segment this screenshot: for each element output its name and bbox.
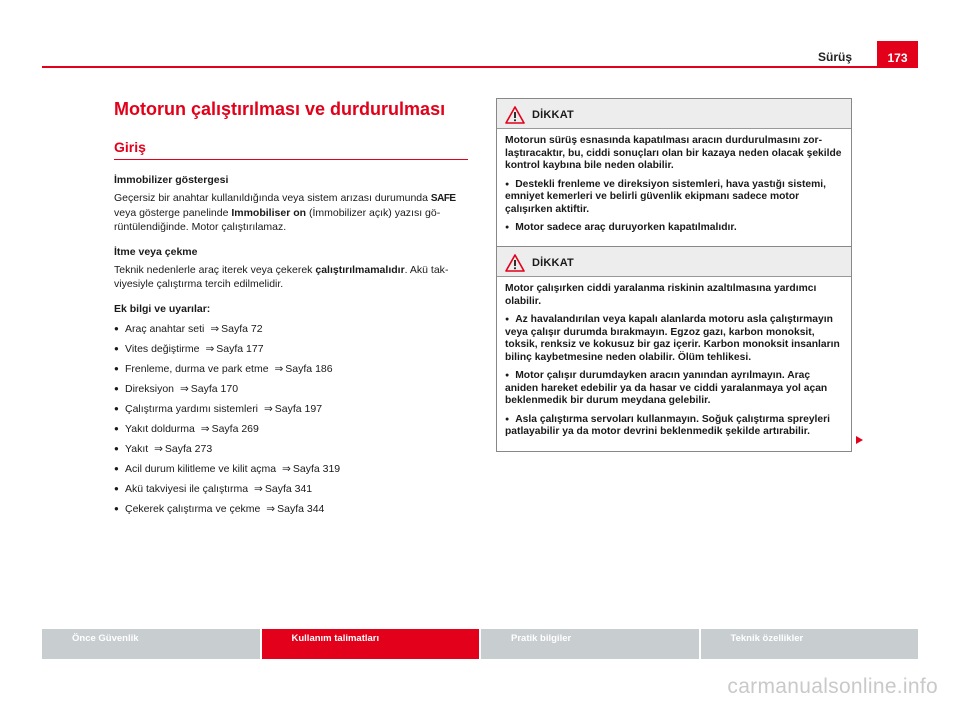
list-item: ● Acil durum kilitleme ve kilit açma ⇒ Sayfa 319 [114,462,468,476]
page-reference-link[interactable]: Sayfa 186 [285,363,333,375]
arrow-icon: ⇒ [254,483,263,495]
arrow-icon: ⇒ [263,403,273,415]
footer-tab[interactable]: Pratik bilgiler [481,629,699,659]
page-reference-link[interactable]: Sayfa 341 [264,483,313,495]
footer-tab[interactable]: Kullanım talimatları [262,629,480,659]
warning-bullets [505,314,845,439]
list-item: ● Yakıt ⇒ Sayfa 273 [114,442,468,456]
bullet-icon: ● [505,224,510,231]
page-number: 173 [877,41,918,68]
list-item: ● Yakıt doldurma ⇒ Sayfa 269 [114,422,468,436]
arrow-icon: ⇒ [210,323,220,335]
footer-tab[interactable]: Önce Güvenlik [42,629,260,659]
immobilizer-text: Geçersiz bir anahtar kullanıldığında veya sistem arızası durumunda SAFE veya gösterge panelinde Immobiliser on (İmmobilizer açık) yazısı görüntülendiğinde. Motor çalıştırılamaz. [114,192,456,233]
warning-label: DİKKAT [532,109,574,121]
arrow-icon: ⇒ [282,463,291,475]
list-item: ● Direksiyon ⇒ Sayfa 170 [114,382,468,396]
header-divider [42,66,918,68]
warning-header [497,247,851,277]
continue-arrow-icon [856,436,863,444]
page-reference-link[interactable]: Sayfa 170 [190,383,239,395]
page-reference-link[interactable]: Sayfa 273 [164,443,213,455]
list-item: ● Vites değiştirme ⇒ Sayfa 177 [114,342,468,356]
page-reference-link[interactable]: Sayfa 269 [211,423,259,435]
warning-box-2 [496,246,852,452]
warning-bullets [505,179,845,235]
bullet-icon: ● [505,180,510,188]
page-title: Motorun çalıştırılması ve durdurulması [114,99,446,119]
reference-list [114,322,468,516]
page-reference-link[interactable]: Sayfa 344 [277,503,325,515]
page-reference-link[interactable]: Sayfa 197 [274,403,323,415]
warning-body [497,277,851,451]
warning-label: DİKKAT [532,257,574,269]
watermark: carmanualsonline.info [727,675,938,698]
warning-triangle-icon [505,254,525,272]
footer-tab[interactable]: Teknik özellikler [701,629,919,659]
warning-triangle-icon [505,106,525,124]
left-column [114,98,468,522]
safe-symbol-icon: SAFE [430,193,456,204]
bullet-icon: ● [505,415,510,423]
warning-bullet: ● Asla çalıştırma servoları kullanmayın. Soğuk çalıştırma spreyleri patlayabilir ya da motor devrini beklenmedik şekilde artırabilir. [505,413,831,437]
warning-intro: Motorun sürüş esnasında kapatılması aracın durdurulmasını zorlaştıracaktır, bu, ciddi sonuçları olan bir kazaya neden olacak şekilde kontrol kaybına bile neden olabilir. [505,135,842,171]
page-reference-link[interactable]: Sayfa 319 [292,463,341,475]
warning-bullet: ● Motor çalışır durumdayken aracın yanından ayrılmayın. Araç aniden hareket edebilir ya da hasar ve ciddi yaralanmaya yol açan beklenmedik bir durum meydana gelebilir. [505,370,828,406]
warning-bullet: ● Az havalandırılan veya kapalı alanlarda motoru asla çalıştırmayın veya çalışır durumda bırakmayın. Egzoz gazı, karbon monoksit, toksik, renksiz ve kokusuz bir gaz içerir. Karbon monoksit insanların bilinç kaybetmesine neden olabilir. Ölüm tehlikesi. [505,314,840,363]
warning-bullet: ● Destekli frenleme ve direksiyon sistemleri, hava yastığı sistemi, emniyet kemerleri ve belirli güvenlik ekipmanı sadece motor çalışırken aktiftir. [505,178,827,215]
arrow-icon: ⇒ [154,443,163,455]
header-section-title: Sürüş [817,50,852,64]
list-item: ● Çalıştırma yardımı sistemleri ⇒ Sayfa 197 [114,402,468,416]
footer-tabs [42,629,918,659]
immobilizer-heading: İmmobilizer göstergesi [114,174,229,186]
page-reference-link[interactable]: Sayfa 72 [221,323,263,335]
bullet-icon: ● [505,316,510,323]
tow-heading: İtme veya çekme [114,246,198,258]
list-item: ● Araç anahtar seti ⇒ Sayfa 72 [114,322,468,336]
arrow-icon: ⇒ [274,363,284,375]
page-reference-link[interactable]: Sayfa 177 [216,343,264,355]
warning-body [497,129,851,247]
bullet-icon: ● [505,372,510,379]
section-title: Giriş [114,138,468,160]
arrow-icon: ⇒ [205,343,215,355]
list-item: ● Frenleme, durma ve park etme ⇒ Sayfa 186 [114,362,468,376]
arrow-icon: ⇒ [200,423,210,435]
tow-text: Teknik nedenlerle araç iterek veya çekerek çalıştırılmamalıdır. Akü takviyesiyle çalıştırma tercih edilmelidir. [114,264,449,290]
arrow-icon: ⇒ [266,503,276,515]
warning-bullet: ● Motor sadece araç duruyorken kapatılmalıdır. [505,222,737,233]
list-item: ● Çekerek çalıştırma ve çekme ⇒ Sayfa 344 [114,502,468,516]
warning-box-1 [496,98,852,248]
warning-header [497,99,851,129]
arrow-icon: ⇒ [179,383,189,395]
extra-info-heading: Ek bilgi ve uyarılar: [114,303,211,315]
warning-intro: Motor çalışırken ciddi yaralanma riskinin azaltılmasına yardımcı olabilir. [505,283,817,307]
list-item: ● Akü takviyesi ile çalıştırma ⇒ Sayfa 341 [114,482,468,496]
